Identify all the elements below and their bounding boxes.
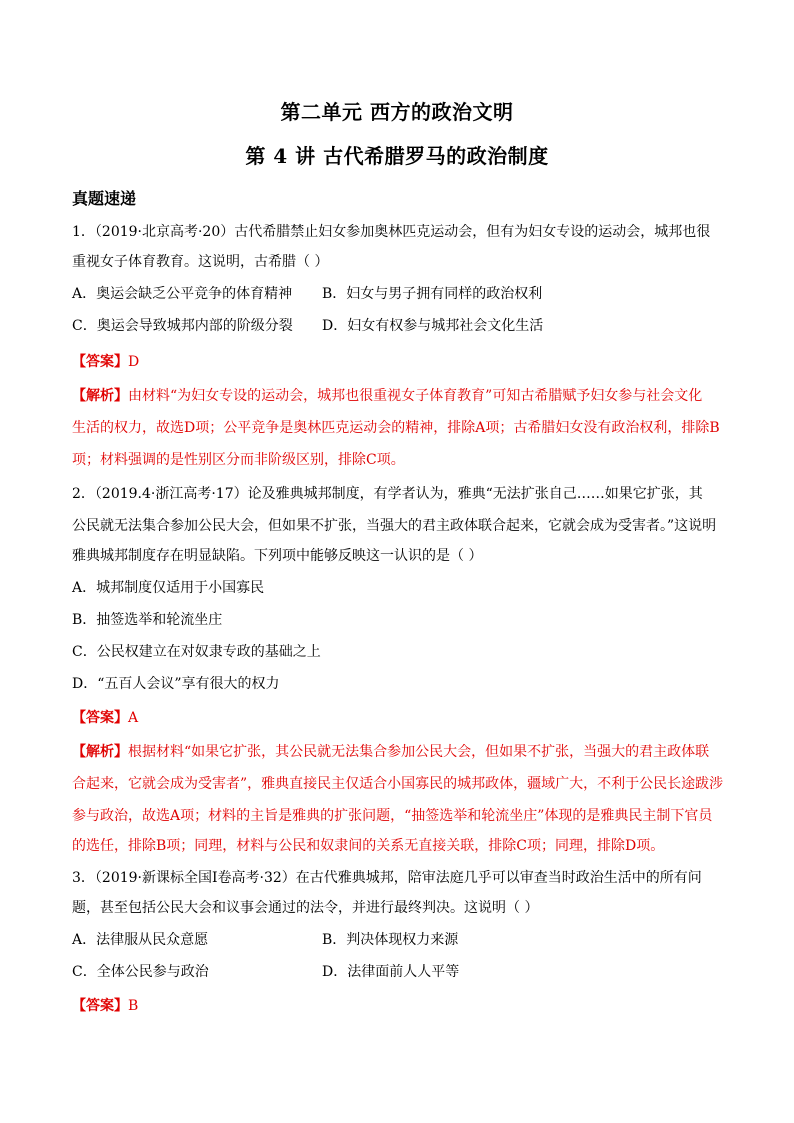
question-1-stem-line-2: 重视女子体育教育。这说明，古希腊（ ） (72, 254, 329, 270)
analysis-text: 由材料“为妇女专设的运动会，城邦也很重视女子体育教育”可知古希腊赋予妇女参与社会文化 (128, 388, 703, 404)
answer-value: A (128, 710, 139, 726)
answer-value: B (128, 998, 139, 1014)
question-3-option-b: B．判决体现权力来源 (322, 932, 459, 948)
question-1-option-b: B．妇女与男子拥有同样的政治权利 (322, 286, 543, 302)
unit-title: 第二单元 西方的政治文明 (280, 100, 514, 124)
question-2-stem-line-2: 公民就无法集合参加公民大会，但如果不扩张，当强大的君主政体联合起来，它就会成为受害者。”这说明 (72, 518, 717, 534)
question-2-analysis-line-4: 的选任，排除B项；同理，材料与公民和奴隶间的关系无直接关联，排除C项；同理，排除D项。 (72, 838, 665, 854)
question-2-option-b: B．抽签选举和轮流坐庄 (72, 612, 223, 628)
question-2-option-c: C．公民权建立在对奴隶专政的基础之上 (72, 644, 321, 660)
question-3-option-d: D．法律面前人人平等 (322, 964, 460, 980)
question-2-analysis-line-2: 合起来，它就会成为受害者”，雅典直接民主仅适合小国寡民的城邦政体，疆域广大，不利于公民长途跋涉 (72, 776, 724, 792)
question-3-option-a: A．法律服从民众意愿 (72, 932, 209, 948)
question-1-option-c: C．奥运会导致城邦内部的阶级分裂 (72, 318, 293, 334)
question-1-analysis-line-3: 项；材料强调的是性别区分而非阶级区别，排除C项。 (72, 452, 405, 468)
question-1-analysis-line-2: 生活的权力，故选D项；公平竞争是奥林匹克运动会的精神，排除A项；古希腊妇女没有政治权利，排除B (72, 420, 720, 436)
question-1-analysis-line-1 (72, 386, 732, 406)
question-1-option-d: D．妇女有权参与城邦社会文化生活 (322, 318, 544, 334)
lesson-title: 第 4 讲 古代希腊罗马的政治制度 (245, 144, 549, 168)
answer-label: 【答案】 (72, 710, 128, 726)
answer-label: 【答案】 (72, 354, 128, 370)
question-2-stem-line-1: 2．（2019.4·浙江高考·17）论及雅典城邦制度，有学者认为，雅典“无法扩张自己……如果它扩张，其 (72, 486, 703, 502)
question-1-stem-line-1: 1．（2019·北京高考·20）古代希腊禁止妇女参加奥林匹克运动会，但有为妇女专设的运动会，城邦也很 (72, 224, 711, 240)
question-1-option-a: A．奥运会缺乏公平竞争的体育精神 (72, 286, 293, 302)
section-heading: 真题速递 (72, 189, 137, 208)
question-2-analysis-line-1 (72, 742, 732, 762)
question-2-stem-line-3: 雅典城邦制度存在明显缺陷。下列项中能够反映这一认识的是（ ） (72, 548, 483, 564)
question-3-option-c: C．全体公民参与政治 (72, 964, 209, 980)
analysis-label: 【解析】 (72, 744, 128, 760)
question-2-option-a: A．城邦制度仅适用于小国寡民 (72, 580, 265, 596)
answer-label: 【答案】 (72, 998, 128, 1014)
question-2-option-d: D．“五百人会议”享有很大的权力 (72, 676, 280, 692)
question-2-answer (72, 708, 732, 728)
question-3-answer (72, 996, 732, 1016)
answer-value: D (128, 354, 140, 370)
question-3-stem-line-1: 3．（2019·新课标全国Ⅰ卷高考·32）在古代雅典城邦，陪审法庭几乎可以审查当时政治生活中的所有问 (72, 870, 702, 886)
question-1-answer (72, 352, 732, 372)
question-3-stem-line-2: 题，甚至包括公民大会和议事会通过的法令，并进行最终判决。这说明（ ） (72, 900, 539, 916)
question-2-analysis-line-3: 参与政治，故选A项；材料的主旨是雅典的扩张问题，“抽签选举和轮流坐庄”体现的是雅典民主制下官员 (72, 808, 713, 824)
analysis-text: 根据材料“如果它扩张，其公民就无法集合参加公民大会，但如果不扩张，当强大的君主政体联 (128, 744, 710, 760)
analysis-label: 【解析】 (72, 388, 128, 404)
